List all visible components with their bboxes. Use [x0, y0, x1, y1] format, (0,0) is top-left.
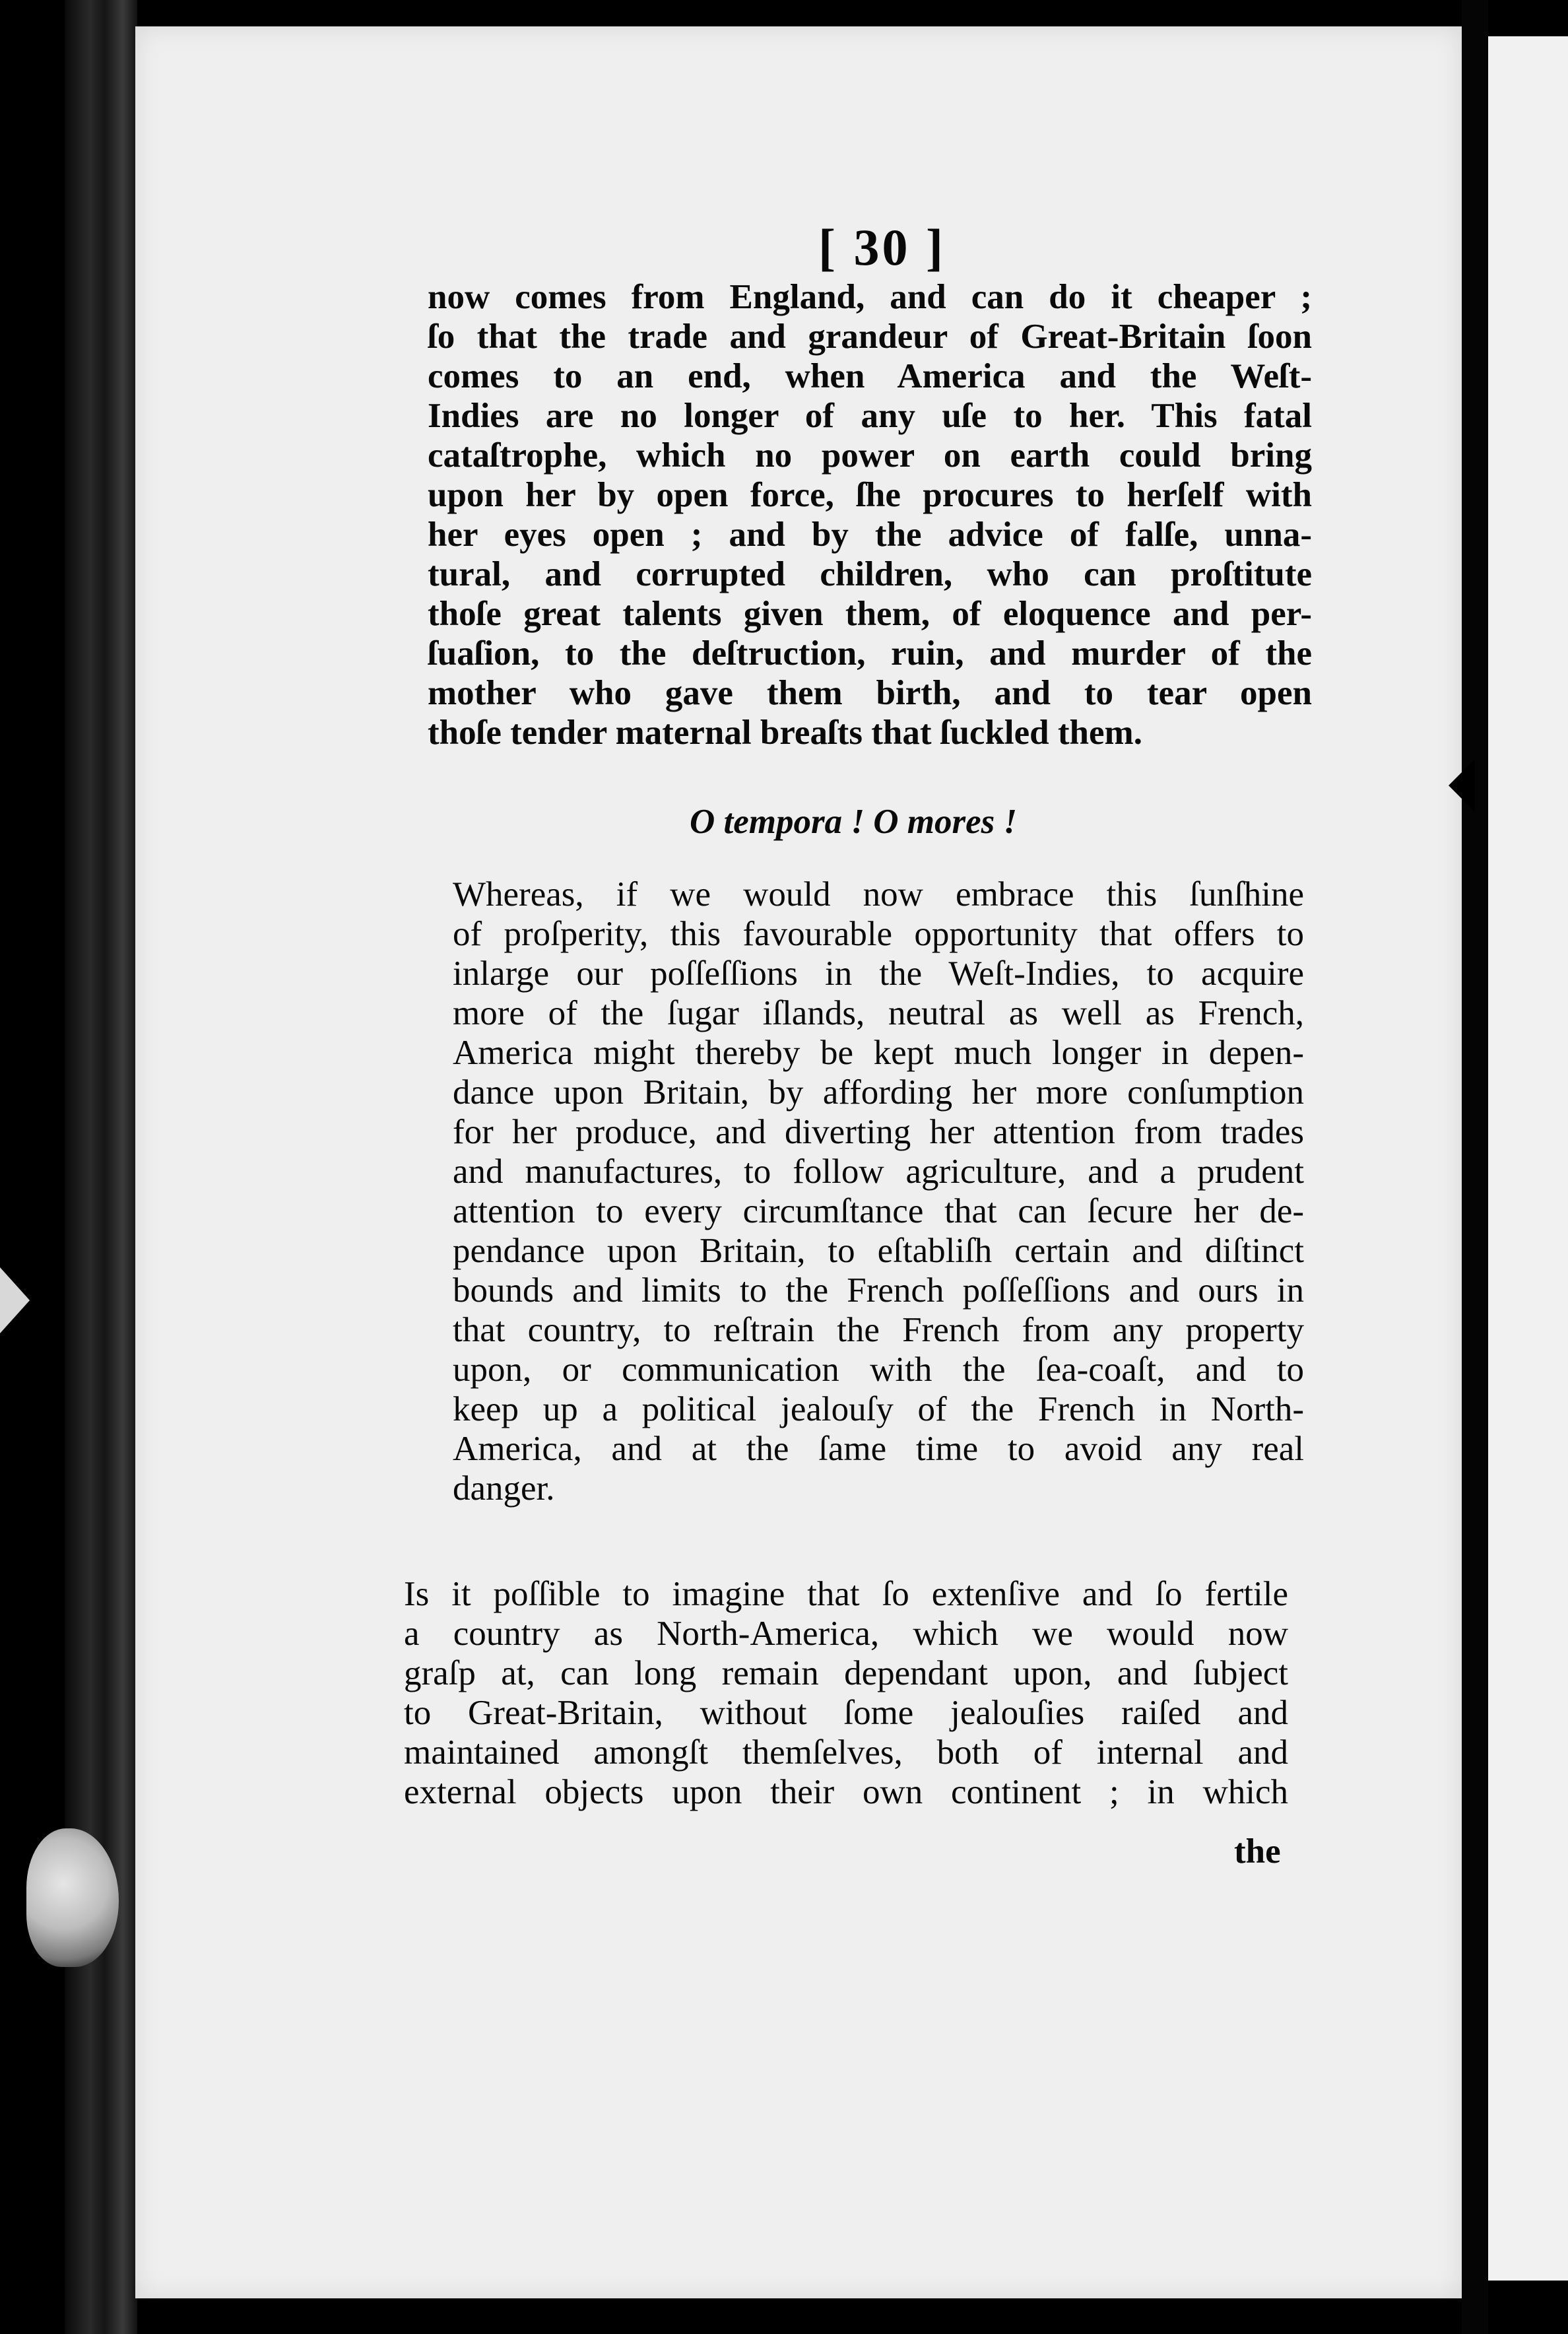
page-number-header: [ 30 ]	[818, 218, 946, 276]
text-line: dance upon Britain, by affording her more conſumption	[453, 1073, 1304, 1112]
text-line: and manufactures, to follow agriculture, and a prudent	[453, 1152, 1304, 1191]
text-line: maintained amongſt themſelves, both of internal and	[404, 1733, 1288, 1772]
text-line: thoſe tender maternal breaſts that ſuckled them.	[428, 714, 1142, 752]
adjacent-page-edge	[1488, 36, 1568, 2281]
latin-motto: O tempora ! O mores !	[690, 803, 1018, 841]
text-line: more of the ſugar iſlands, neutral as well as French,	[453, 994, 1304, 1032]
text-line: keep up a political jealouſy of the French in North-	[453, 1390, 1304, 1428]
text-line: attention to every circumſtance that can ſecure her de-	[453, 1192, 1304, 1230]
text-line: of proſperity, this favourable opportunity that offers to	[453, 915, 1304, 953]
text-line: danger.	[453, 1469, 555, 1508]
book-binding-edge	[65, 0, 137, 2334]
text-line: Is it poſſible to imagine that ſo extenſive and ſo fertile	[404, 1575, 1288, 1613]
text-line: mother who gave them birth, and to tear open	[428, 674, 1312, 712]
text-line: thoſe great talents given them, of eloquence and per-	[428, 595, 1312, 633]
paragraph-3	[404, 1574, 1288, 1812]
page-gutter	[1462, 0, 1488, 2334]
text-line: now comes from England, and can do it cheaper ;	[428, 278, 1312, 316]
torn-page-fragment	[0, 1267, 30, 1333]
text-line: a country as North-America, which we would now	[404, 1615, 1288, 1653]
text-line: America, and at the ſame time to avoid any real	[453, 1430, 1304, 1468]
text-line: upon her by open force, ſhe procures to herſelf with	[428, 476, 1312, 514]
paragraph-1	[428, 277, 1312, 752]
text-line: Whereas, if we would now embrace this ſunſhine	[453, 875, 1304, 914]
text-line: graſp at, can long remain dependant upon, and ſubject	[404, 1654, 1288, 1692]
text-line: cataſtrophe, which no power on earth could bring	[428, 436, 1312, 475]
catchword: the	[1234, 1832, 1281, 1871]
text-line: tural, and corrupted children, who can proſtitute	[428, 555, 1312, 593]
torn-edge-notch	[1449, 759, 1475, 812]
paragraph-2	[453, 875, 1304, 1508]
text-line: comes to an end, when America and the Weſt-	[428, 357, 1312, 395]
text-line: ſo that the trade and grandeur of Great-Britain ſoon	[428, 317, 1312, 356]
text-line: inlarge our poſſeſſions in the Weſt-Indies, to acquire	[453, 954, 1304, 993]
text-line: to Great-Britain, without ſome jealouſies raiſed and	[404, 1694, 1288, 1732]
text-line: that country, to reſtrain the French from any property	[453, 1311, 1304, 1349]
text-line: pendance upon Britain, to eſtabliſh certain and diſtinct	[453, 1232, 1304, 1270]
text-line: upon, or communication with the ſea-coaſt, and to	[453, 1350, 1304, 1389]
text-line: her eyes open ; and by the advice of falſe, unna-	[428, 516, 1312, 554]
text-line: external objects upon their own continent ; in which	[404, 1773, 1288, 1811]
text-line: America might thereby be kept much longer in depen-	[453, 1034, 1304, 1072]
text-line: bounds and limits to the French poſſeſſions and ours in	[453, 1271, 1304, 1310]
text-line: ſuaſion, to the deſtruction, ruin, and murder of the	[428, 634, 1312, 673]
text-line: for her produce, and diverting her attention from trades	[453, 1113, 1304, 1151]
text-line: Indies are no longer of any uſe to her. This fatal	[428, 397, 1312, 435]
